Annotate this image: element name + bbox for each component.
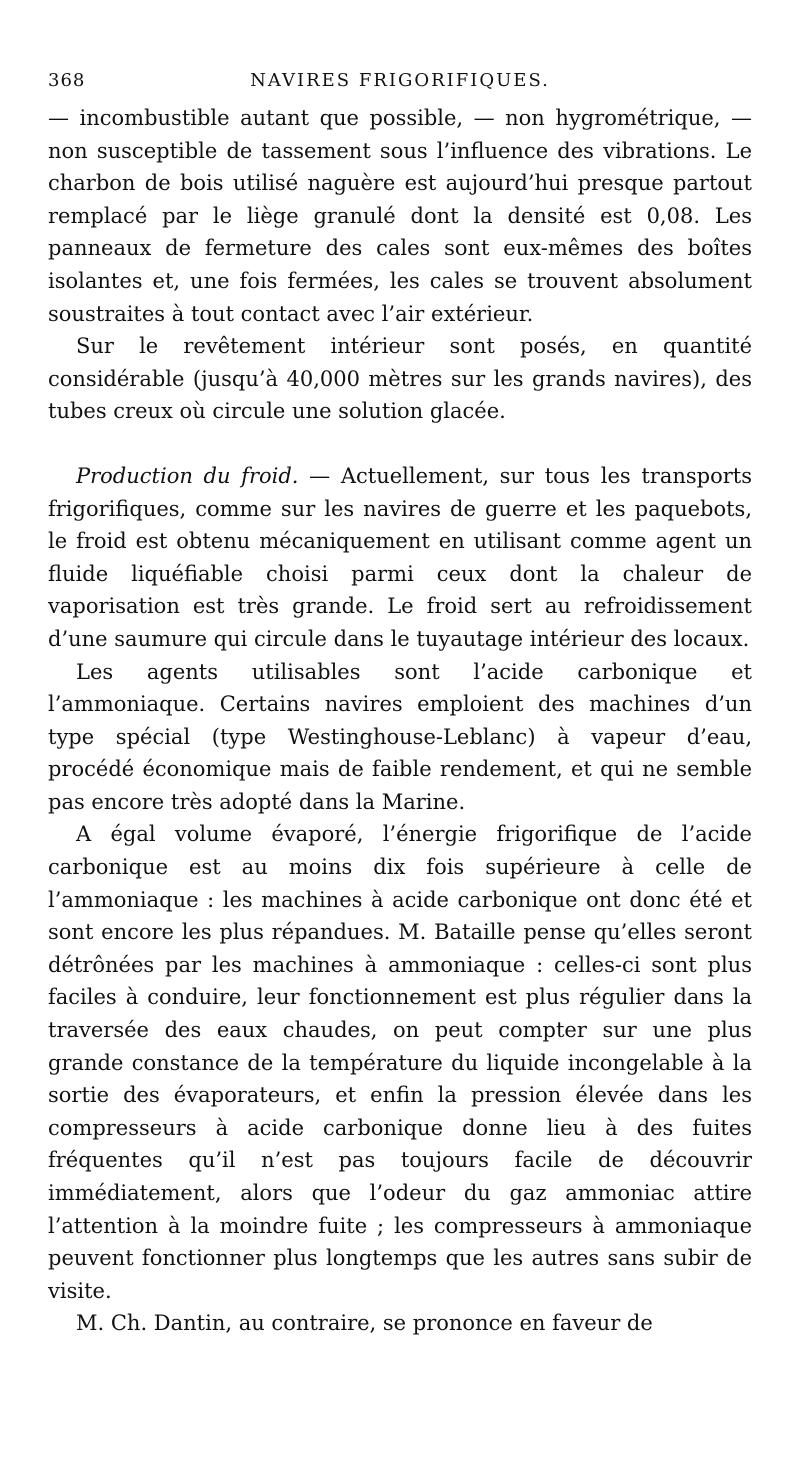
section-gap: [48, 428, 752, 460]
running-head: [48, 62, 752, 102]
paragraph-production-du-froid: [48, 460, 752, 656]
paragraph-agents: Les agents utilisables sont l’acide carbonique et l’ammoniaque. Certains navires emploient des machines d’un type spécial (type Westinghouse-Leblanc) à vapeur d’eau, procédé économique mais de faible rendement, et qui ne semble pas encore très adopté dans la Marine.: [48, 659, 752, 814]
running-title: NAVIRES FRIGORIFIQUES.: [250, 70, 550, 91]
paragraph-insulation: — incombustible autant que possible, — non hygrométrique, — non susceptible de tassement sous l’influence des vibrations. Le charbon de bois utilisé naguère est aujourd’hui presque partout remplacé par le liège granulé dont la densité est 0,08. Les panneaux de fermeture des cales sont eux-mêmes des boîtes isolantes et, une fois fermées, les cales se trouvent absolument soustraites à tout contact avec l’air extérieur.: [48, 106, 752, 326]
book-page: [48, 62, 752, 1340]
paragraph-tubes: Sur le revêtement intérieur sont posés, en quantité considérable (jusqu’à 40,000 mètres sur les grands navires), des tubes creux où circule une solution glacée.: [48, 334, 752, 424]
paragraph-dantin: M. Ch. Dantin, au contraire, se prononce en faveur de: [76, 1311, 653, 1336]
paragraph-production-body: — Actuellement, sur tous les transports frigorifiques, comme sur les navires de guerre et les paquebots, le froid est obtenu mécaniquement en utilisant comme agent un fluide liquéfiable choisi parmi ceux dont la chaleur de vaporisation est très grande. Le froid sert au refroidissement d’une saumure qui circule dans le tuyautage intérieur des locaux.: [48, 463, 752, 651]
section-title: Production du froid.: [76, 463, 299, 488]
paragraph-comparison: A égal volume évaporé, l’énergie frigorifique de l’acide carbonique est au moins dix fois supérieure à celle de l’ammoniaque : les machines à acide carbonique ont donc été et sont encore les plus répandues. M. Bataille pense qu’elles seront détrônées par les machines à ammoniaque : celles-ci sont plus faciles à conduire, leur fonctionnement est plus régulier dans la traversée des eaux chaudes, on peut compter sur une plus grande constance de la température du liquide incongelable à la sortie des évaporateurs, et enfin la pression élevée dans les compresseurs à acide carbonique donne lieu à des fuites fréquentes qu’il n’est pas toujours facile de découvrir immédiatement, alors que l’odeur du gaz ammoniac attire l’attention à la moindre fuite ; les compresseurs à ammoniaque peuvent fonctionner plus longtemps que les autres sans subir de visite.: [48, 822, 752, 1303]
page-number: 368: [48, 70, 86, 91]
